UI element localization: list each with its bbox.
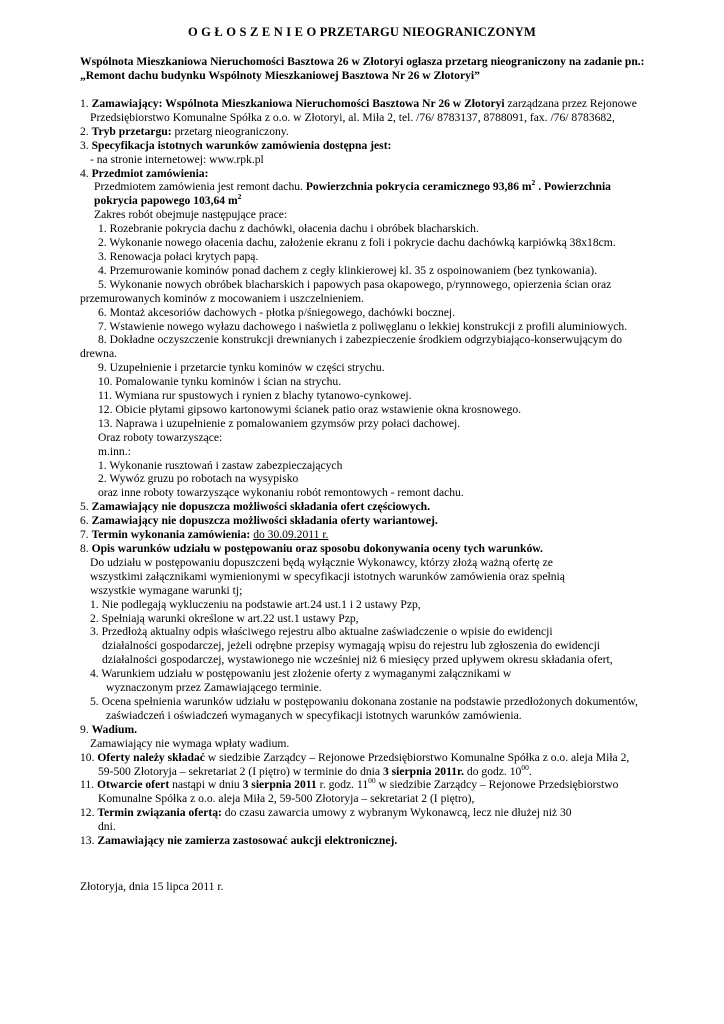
- condition-item: 1. Nie podlegają wykluczeniu na podstawie art.24 ust.1 i 2 ustawy Pzp,: [90, 597, 421, 611]
- section-1-line-2: Przedsiębiorstwo Komunalne Spółka z o.o. w Złotoryi, al. Miła 2, tel. /76/ 8783137, 8788091, fax. /76/ 8783682,: [90, 110, 615, 124]
- section-4-p1-text: Przedmiotem zamówienia jest remont dachu.: [94, 180, 306, 194]
- section-5-label: Zamawiający nie dopuszcza możliwości składania ofert częściowych.: [91, 500, 431, 514]
- scope-item: 10. Pomalowanie tynku kominów i ścian na strychu.: [98, 375, 342, 389]
- section-11-hour-sup: 00: [368, 776, 376, 786]
- scope-item-continuation: drewna.: [80, 347, 118, 361]
- section-5-number: 5.: [80, 500, 92, 514]
- document-title: O G Ł O S Z E N I E O PRZETARGU NIEOGRANICZONYM: [187, 25, 537, 39]
- section-11-date: 3 sierpnia 2011: [242, 778, 317, 792]
- accompanying-item: 1. Wykonanie rusztowań i zastaw zabezpieczających: [98, 458, 343, 472]
- section-11-text-c: w siedzibie Zarządcy – Rejonowe Przedsiębiorstwo: [375, 778, 619, 792]
- section-4: [80, 167, 705, 181]
- section-11-text-b: r. godz. 11: [316, 778, 369, 792]
- condition-item-continuation: zaświadczeń i oświadczeń wymaganych w specyfikacji istotnych warunków zamówienia.: [106, 708, 522, 722]
- accompanying-works-note: m.inn.:: [98, 444, 131, 458]
- section-3-number: 3.: [80, 138, 92, 152]
- section-4-p1-tail: . Powierzchnia: [535, 180, 611, 194]
- section-4-paragraph-1: [80, 180, 705, 194]
- scope-item: 13. Naprawa i uzupełnienie z pomalowaniem gzymsów przy połaci dachowej.: [98, 416, 461, 430]
- condition-item: 3. Przedłożą aktualny odpis właściwego rejestru albo aktualne zaświadczenie o wpisie do ewidencji: [90, 625, 553, 639]
- section-12-label: Termin związania ofertą:: [97, 806, 222, 820]
- section-8-number: 8.: [80, 542, 92, 555]
- scope-item: 6. Montaż akcesoriów dachowych - płotka p/śniegowego, dachówki bocznej.: [98, 305, 456, 319]
- scope-item-continuation: przemurowanych kominów z mocowaniem i uszczelnieniem.: [80, 291, 364, 305]
- section-4-paragraph-2: [80, 194, 705, 208]
- accompanying-works-heading: Oraz roboty towarzyszące:: [98, 430, 223, 444]
- section-9: [80, 723, 705, 737]
- condition-item-continuation: działalności gospodarczej, jeżeli odrębne przepisy wymagają wpisu do rejestru lub zgłoszenia do ewidencji: [102, 639, 601, 653]
- announcement-body: [80, 97, 705, 848]
- section-1-text: zarządzana przez Rejonowe: [504, 97, 637, 110]
- section-13: [80, 834, 705, 848]
- section-3-label: Specyfikacja istotnych warunków zamówienia dostępna jest:: [91, 138, 392, 152]
- section-10-end: .: [528, 764, 532, 778]
- section-2: [80, 125, 705, 139]
- section-7-deadline: do 30.09.2011 r.: [253, 528, 329, 542]
- section-4-scope: Zakres robót obejmuje następujące prace:: [94, 208, 288, 222]
- section-12: [80, 806, 705, 820]
- section-13-number: 13.: [80, 834, 98, 848]
- section-8-line: wszystkimi załącznikami wymienionymi w specyfikacji istotnych warunków zamówienia oraz spełnią: [90, 569, 565, 583]
- section-10-label: Oferty należy składać: [97, 750, 205, 764]
- section-4-ceramic-area: Powierzchnia pokrycia ceramicznego 93,86 m: [305, 180, 532, 194]
- section-8-label: Opis warunków udziału w postępowaniu oraz sposobu dokonywania oceny tych warunków.: [91, 542, 543, 555]
- section-4-number: 4.: [80, 166, 92, 180]
- section-6-label: Zamawiający nie dopuszcza możliwości składania oferty wariantowej.: [91, 514, 438, 528]
- section-5: [80, 500, 705, 514]
- section-8: [80, 542, 705, 556]
- intro-line-2: „Remont dachu budynku Wspólnoty Mieszkaniowej Basztowa Nr 26 w Złotoryi”: [80, 68, 480, 82]
- section-7-number: 7.: [80, 528, 92, 542]
- section-3: [80, 139, 705, 153]
- condition-item: 5. Ocena spełnienia warunków udziału w postępowaniu dokonana zostanie na podstawie przedłożonych dokumentów,: [90, 694, 638, 708]
- accompanying-item: oraz inne roboty towarzyszące wykonaniu robót remontowych - remont dachu.: [98, 486, 464, 500]
- condition-item-continuation: wyznaczonym przez Zamawiającego terminie.: [106, 681, 322, 695]
- scope-item: 9. Uzupełnienie i przetarcie tynku kominów w części strychu.: [98, 361, 385, 375]
- section-11-label: Otwarcie ofert: [96, 778, 170, 792]
- section-10-number: 10.: [80, 750, 98, 764]
- section-3-website: - na stronie internetowej: www.rpk.pl: [90, 152, 264, 166]
- section-6-number: 6.: [80, 514, 92, 528]
- section-1-number: 1.: [80, 97, 92, 110]
- section-4-tar-area: pokrycia papowego 103,64 m: [94, 194, 238, 208]
- scope-item: 2. Wykonanie nowego ołacenia dachu, założenie ekranu z foli i pokrycie dachu dachówką karpiówką 38x18cm.: [98, 236, 616, 250]
- section-10-line-2: [80, 762, 705, 779]
- section-11-number: 11.: [80, 778, 97, 792]
- section-2-label: Tryb przetargu:: [91, 124, 172, 138]
- intro-block: [80, 55, 700, 83]
- section-10-deadline: 3 sierpnia 2011r.: [382, 764, 464, 778]
- section-8-line: Do udziału w postępowaniu dopuszczeni będą wyłącznie Wykonawcy, którzy złożą ważną ofertę ze: [90, 555, 553, 569]
- section-4-label: Przedmiot zamówienia:: [91, 166, 209, 180]
- intro-line-1: Wspólnota Mieszkaniowa Nieruchomości Basztowa 26 w Złotoryi ogłasza przetarg nieograniczony na zadanie pn.:: [80, 55, 645, 68]
- section-11-line-2: Komunalne Spółka z o.o. aleja Miła 2, 59-500 Złotoryja – sekretariat 2 (I piętro),: [98, 792, 475, 806]
- date-place-footer: Złotoryja, dnia 15 lipca 2011 r.: [80, 880, 224, 893]
- scope-item: 12. Obicie płytami gipsowo kartonowymi ścianek patio oraz wstawienie okna krosnowego.: [98, 402, 522, 416]
- section-1: [80, 97, 705, 111]
- section-11-text-a: nastąpi w dniu: [169, 778, 243, 792]
- condition-item: 2. Spełniają warunki określone w art.22 ust.1 ustawy Pzp,: [90, 611, 359, 625]
- scope-item: 5. Wykonanie nowych obróbek blacharskich i papowych pasa okapowego, p/rynnowego, opierzenia ścian oraz: [98, 277, 612, 291]
- scope-item: 4. Przemurowanie kominów ponad dachem z cegły klinkierowej kl. 35 z ospoinowaniem (bez tynkowania).: [98, 263, 598, 277]
- condition-item-continuation: działalności gospodarczej, wystawionego nie wcześniej niż 6 miesięcy przed upływem okresu składania ofert,: [102, 653, 613, 667]
- section-10-address: 59-500 Złotoryja – sekretariat 2 (I piętro) w terminie do dnia: [98, 764, 383, 778]
- scope-item: 3. Renowacja połaci krytych papą.: [98, 249, 259, 263]
- section-2-number: 2.: [80, 124, 92, 138]
- section-4-ceramic-sup: 2: [531, 178, 536, 188]
- section-4-tar-sup: 2: [237, 192, 242, 202]
- section-1-label: Zamawiający: Wspólnota Mieszkaniowa Nieruchomości Basztowa Nr 26 w Złotoryi: [91, 97, 505, 110]
- section-12-line-2: dni.: [98, 820, 116, 834]
- condition-item: 4. Warunkiem udziału w postępowaniu jest złożenie oferty z wymaganymi załącznikami w: [90, 667, 512, 681]
- section-8-line: wszystkie wymagane warunki tj;: [90, 583, 243, 597]
- section-12-number: 12.: [80, 806, 98, 820]
- section-7: [80, 528, 705, 542]
- section-10-hour-sup: 00: [521, 762, 529, 772]
- scope-item: 11. Wymiana rur spustowych i rynien z blachy tytanowo-cynkowej.: [98, 389, 412, 403]
- section-9-number: 9.: [80, 722, 92, 736]
- section-10-text: w siedzibie Zarządcy – Rejonowe Przedsiębiorstwo Komunalne Spółka z o.o. aleja Miła 2,: [204, 750, 630, 764]
- section-7-label: Termin wykonania zamówienia:: [91, 528, 251, 542]
- section-13-label: Zamawiający nie zamierza zastosować aukcji elektronicznej.: [97, 834, 398, 848]
- section-10: [80, 751, 705, 765]
- scope-item: 8. Dokładne oczyszczenie konstrukcji drewnianych i zabezpieczenie środkiem odgrzybiająco-konserwującym do: [98, 333, 623, 347]
- section-2-text: przetarg nieograniczony.: [171, 124, 289, 138]
- section-10-hour: do godz. 10: [464, 764, 522, 778]
- section-11: [80, 778, 705, 792]
- scope-item: 1. Rozebranie pokrycia dachu z dachówki, ołacenia dachu i obróbek blacharskich.: [98, 222, 479, 236]
- accompanying-item: 2. Wywóz gruzu po robotach na wysypisko: [98, 472, 299, 486]
- section-9-text: Zamawiający nie wymaga wpłaty wadium.: [90, 736, 290, 750]
- scope-item: 7. Wstawienie nowego wyłazu dachowego i naświetla z poliwęglanu o lekkiej konstrukcji z profili aluminiowych.: [98, 319, 628, 333]
- section-12-text: do czasu zawarcia umowy z wybranym Wykonawcą, lecz nie dłużej niż 30: [221, 806, 572, 820]
- section-9-label: Wadium.: [91, 722, 138, 736]
- section-6: [80, 514, 705, 528]
